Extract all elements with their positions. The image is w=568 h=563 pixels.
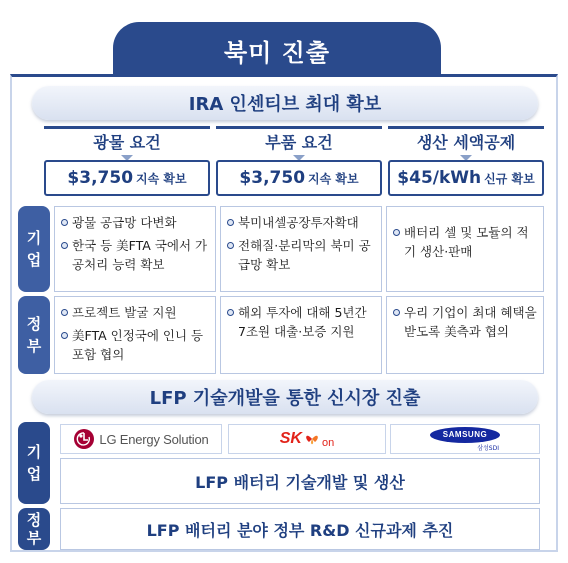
ira-banner: IRA 인센티브 최대 확보 bbox=[32, 86, 538, 120]
bullet-icon bbox=[61, 332, 68, 339]
lg-logo-text: LG Energy Solution bbox=[99, 431, 209, 447]
samsung-sdi-logo bbox=[390, 424, 540, 454]
bullet-icon bbox=[61, 219, 68, 226]
row-label-company-char-1: 기 bbox=[26, 229, 42, 247]
bullet-icon bbox=[227, 219, 234, 226]
column-header-components: 부품 요건 bbox=[216, 126, 382, 154]
list-item: 북미내셀공장투자확대 bbox=[227, 213, 377, 232]
production-credit-value-box bbox=[388, 160, 544, 196]
government-production-cell bbox=[386, 296, 544, 374]
company-minerals-cell bbox=[54, 206, 216, 292]
bullet-icon bbox=[227, 309, 234, 316]
column-header-production-credit: 생산 세액공제 bbox=[388, 126, 544, 154]
production-credit-value-suffix: 신규 확보 bbox=[484, 171, 535, 186]
lg-energy-solution-logo bbox=[60, 424, 222, 454]
row-label-government-char-1: 정 bbox=[26, 315, 42, 333]
components-value: $3,750 bbox=[239, 168, 306, 188]
sk-on-logo bbox=[228, 424, 386, 454]
components-value-suffix: 지속 확보 bbox=[308, 171, 359, 186]
row-label-company-char-2: 업 bbox=[26, 251, 42, 269]
sk-logo-text: SK bbox=[279, 430, 302, 447]
bullet-icon bbox=[61, 242, 68, 249]
list-item: 광물 공급망 다변화 bbox=[61, 213, 211, 232]
government-minerals-cell bbox=[54, 296, 216, 374]
components-value-box bbox=[216, 160, 382, 196]
list-item: 해외 투자에 대해 5년간 7조원 대출·보증 지원 bbox=[227, 303, 377, 341]
lfp-company-box: LFP 배터리 기술개발 및 생산 bbox=[60, 458, 540, 504]
company-components-cell bbox=[220, 206, 382, 292]
bullet-icon bbox=[393, 309, 400, 316]
lower-row-label-company-char-1: 기 bbox=[26, 443, 42, 461]
list-item: 우리 기업이 최대 혜택을 받도록 美측과 협의 bbox=[393, 303, 539, 341]
production-credit-value: $45/kWh bbox=[397, 168, 482, 188]
bullet-icon bbox=[393, 229, 400, 236]
page-title: 북미 진출 bbox=[113, 22, 441, 78]
sk-on-subtext: on bbox=[321, 437, 335, 449]
lfp-banner: LFP 기술개발을 통한 신시장 진출 bbox=[32, 380, 538, 414]
list-item: 배터리 셀 및 모듈의 적기 생산·판매 bbox=[393, 223, 539, 261]
lower-row-label-company-char-2: 업 bbox=[26, 465, 42, 483]
lower-row-label-company bbox=[18, 422, 50, 504]
row-label-government-char-2: 부 bbox=[26, 337, 42, 355]
row-label-company bbox=[18, 206, 50, 292]
sk-butterfly-icon bbox=[303, 430, 321, 448]
list-item: 프로젝트 발굴 지원 bbox=[61, 303, 211, 322]
samsung-sdi-subtext: 삼성SDI bbox=[477, 444, 499, 452]
lg-logo-icon bbox=[73, 428, 95, 450]
bullet-icon bbox=[227, 242, 234, 249]
list-item: 한국 등 美FTA 국에서 가공처리 능력 확보 bbox=[61, 236, 211, 274]
minerals-value: $3,750 bbox=[67, 168, 134, 188]
column-header-minerals: 광물 요건 bbox=[44, 126, 210, 154]
lower-row-label-government-char-1: 정 bbox=[26, 511, 42, 529]
lower-row-label-government-char-2: 부 bbox=[26, 529, 42, 547]
bullet-icon bbox=[61, 309, 68, 316]
minerals-value-box bbox=[44, 160, 210, 196]
lower-row-label-government bbox=[18, 508, 50, 550]
lfp-government-box: LFP 배터리 분야 정부 R&D 신규과제 추진 bbox=[60, 508, 540, 550]
minerals-value-suffix: 지속 확보 bbox=[136, 171, 187, 186]
samsung-logo-text: SAMSUNG bbox=[442, 430, 488, 439]
samsung-oval-icon bbox=[430, 427, 500, 443]
list-item: 美FTA 인정국에 인니 등 포함 협의 bbox=[61, 326, 211, 364]
company-production-cell bbox=[386, 206, 544, 292]
row-label-government bbox=[18, 296, 50, 374]
list-item: 전해질·분리막의 북미 공급망 확보 bbox=[227, 236, 377, 274]
government-components-cell bbox=[220, 296, 382, 374]
